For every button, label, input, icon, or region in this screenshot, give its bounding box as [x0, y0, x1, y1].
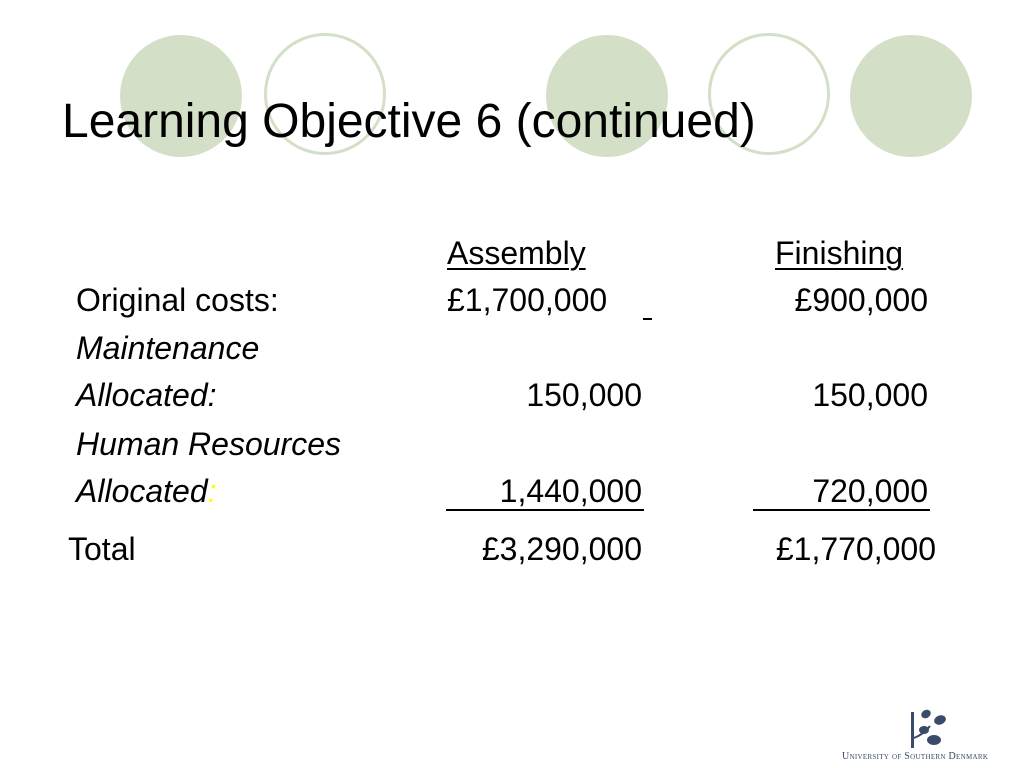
finishing-original-costs: £900,000 — [794, 282, 928, 318]
row-label-maintenance: Maintenance — [76, 330, 260, 366]
row-label-human-resources-allocated — [76, 471, 217, 511]
finishing-human-resources-allocated: 720,000 — [812, 473, 928, 509]
assembly-total: £3,290,000 — [481, 531, 642, 567]
finishing-maintenance-allocated: 150,000 — [812, 377, 928, 413]
slide-title: Learning Objective 6 (continued) — [62, 95, 756, 148]
leaf-branch-icon — [910, 708, 950, 750]
row-label-maintenance-allocated: Allocated: — [76, 377, 217, 413]
finishing-total: £1,770,000 — [775, 531, 936, 567]
decorative-circle — [850, 35, 972, 157]
allocated-colon: : — [207, 473, 217, 509]
subtotal-underline-assembly — [446, 509, 644, 511]
row-label-human-resources: Human Resources — [76, 426, 341, 462]
row-label-original-costs: Original costs: — [76, 282, 279, 318]
underline-mark — [643, 318, 652, 320]
assembly-maintenance-allocated: 150,000 — [526, 377, 642, 413]
assembly-human-resources-allocated: 1,440,000 — [499, 473, 642, 509]
assembly-original-costs: £1,700,000 — [447, 282, 608, 318]
column-header-assembly: Assembly — [447, 235, 586, 271]
subtotal-underline-finishing — [753, 509, 930, 511]
column-header-finishing: Finishing — [775, 235, 904, 271]
university-logo — [842, 708, 1014, 764]
row-label-total: Total — [68, 531, 136, 567]
university-name: University of Southern Denmark — [842, 751, 989, 762]
allocated-text: Allocated — [76, 473, 208, 509]
